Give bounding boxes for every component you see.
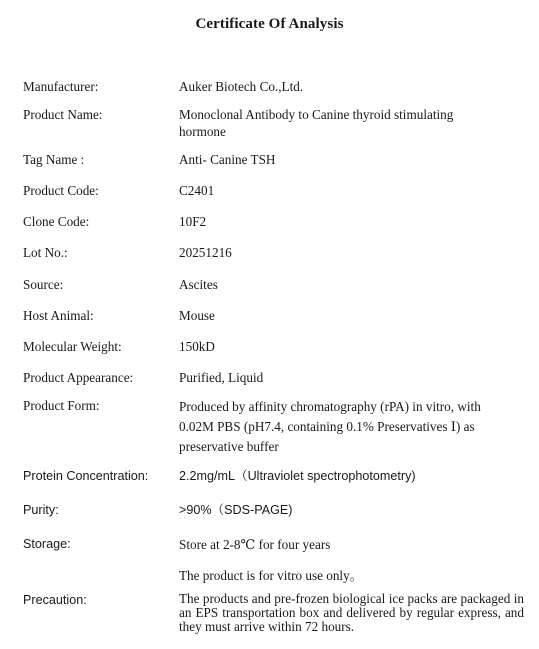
field-label: Purity: [23,503,59,517]
field-label: Product Appearance: [23,370,134,385]
field-value: Auker Biotech Co.,Ltd. [179,79,304,94]
field-value: Monoclonal Antibody to Canine thyroid stimulating hormone [179,107,454,139]
field-label: Host Animal: [23,308,94,323]
field-value: 2.2mg/mL（Ultraviolet spectrophotometry) [179,469,416,483]
field-value: Produced by affinity chromatography (rPA) in vitro, with 0.02M PBS (pH7.4, containing 0.1% Preservatives Ⅰ) as preservative buffer [179,399,481,454]
field-label: Manufacturer: [23,79,99,94]
field-label: Source: [23,277,64,292]
document-title: Certificate Of Analysis [195,16,344,32]
field-value: 20251216 [179,245,232,260]
field-label: Precaution: [23,593,87,607]
field-label: Product Form: [23,398,100,413]
field-label: Lot No.: [23,245,68,260]
usage-note: The product is for vitro use only。 [179,568,363,583]
field-value: 150kD [179,339,215,354]
field-label: Protein Concentration: [23,469,149,483]
field-value: Purified, Liquid [179,370,264,385]
field-label: Product Code: [23,183,99,198]
field-label: Tag Name : [23,152,85,167]
field-value: C2401 [179,183,215,198]
field-value: Mouse [179,308,215,323]
field-label: Storage: [23,537,71,551]
field-label: Molecular Weight: [23,339,122,354]
field-label: Product Name: [23,107,103,122]
field-value: Ascites [179,277,218,292]
field-value: Store at 2-8℃ for four years [179,537,331,552]
field-value: 10F2 [179,214,207,229]
field-label: Clone Code: [23,214,90,229]
field-value: >90%（SDS-PAGE) [179,503,293,517]
field-value: The products and pre-frozen biological ice packs are packaged in an EPS transportation box and delivered by regular express, and they must arrive within 72 hours. [179,591,524,634]
field-value: Anti- Canine TSH [179,152,276,167]
